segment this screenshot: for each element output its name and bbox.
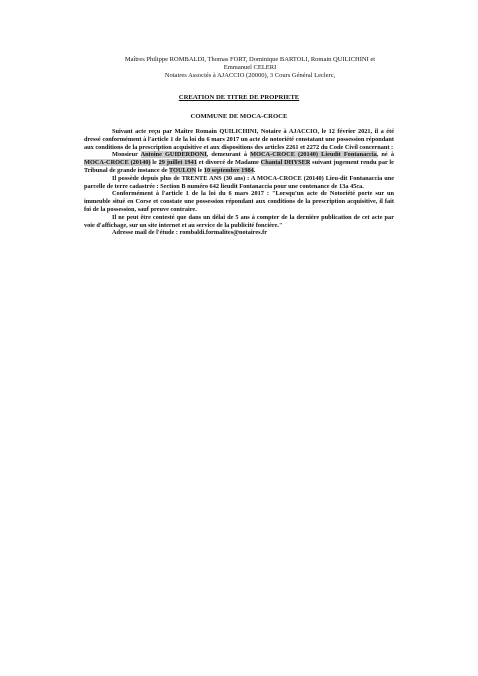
notary-names-line: Maîtres Philippe ROMBALDI, Thomas FORT, Dominique BARTOLI, Romain QUILICHINI et [124,56,376,63]
owner-text: le [150,159,159,167]
owner-birthplace: MOCA-CROCE (20140) [84,159,151,167]
owner-text: le [196,166,204,174]
paragraph-property: Il possède depuis plus de TRENTE ANS (30 ans) : A MOCA-CROCE (20140) Lieu-dit Fontanaccia une parcelle de terre cadastrée : Section B numéro 642 lieudit Fontanaccia pour une contenance de 13a 45ca. [84,174,394,190]
owner-birthdate: 29 juillet 1941 [158,159,197,167]
owner-text: , demeurant à [206,151,251,159]
owner-text: et divorcé de Madame [196,159,261,167]
notary-address-line: Notaires Associés à AJACCIO (20000), 3 Cours Général Leclerc, [164,72,336,79]
ex-spouse-name: Chantal DHYSER [260,159,311,167]
paragraph-deed: Suivant acte reçu par Maître Romain QUILICHINI, Notaire à AJACCIO, le 12 février 2021, il a été dressé conformément à l'article 1 de la loi du 6 mars 2017 un acte de notoriété constatant une possession répondant aux conditions de la prescription acquisitive et aux dispositions des articles 2261 et 2272 du Code Civil concernant : [84,128,394,151]
paragraph-law: Conformément à l'article 1 de la loi du 6 mars 2017 : "Lorsqu'un acte de Notoriété porte sur un immeuble situé en Corse et constate une possession répondant aux conditions de la prescription acquisitive, il fait foi de la possession, sauf preuve contraire. [84,190,394,213]
paragraph-owner [84,151,394,174]
owner-text: suivant jugement rendu par le Tribunal de grande instance de [84,159,394,174]
notary-names-line-2: Emmanuel CELERI [223,64,277,71]
document-title: CREATION DE TITRE DE PROPRIETE [178,94,300,101]
owner-address: MOCA-CROCE (20140) Lieudit Fontanaccia [250,151,377,159]
owner-text: Monsieur [112,151,141,159]
owner-name: Antoine GUIDERDONI [140,151,207,159]
judgment-date: 10 septembre 1984 [203,166,254,174]
document-body [84,128,394,237]
paragraph-contest: Il ne peut être contesté que dans un délai de 5 ans à compter de la dernière publication de cet acte par voie d'affichage, sur un site internet et au service de la publicité foncière." [84,213,394,229]
court-city: TOULON [168,166,197,174]
notary-header [80,56,420,80]
paragraph-email: Adresse mail de l'étude : rombaldi.formalites@notaires.fr [112,229,268,237]
commune-heading: COMMUNE DE MOCA-CROCE [190,113,288,120]
owner-text: . [253,166,256,174]
owner-text: , né à [376,151,394,159]
